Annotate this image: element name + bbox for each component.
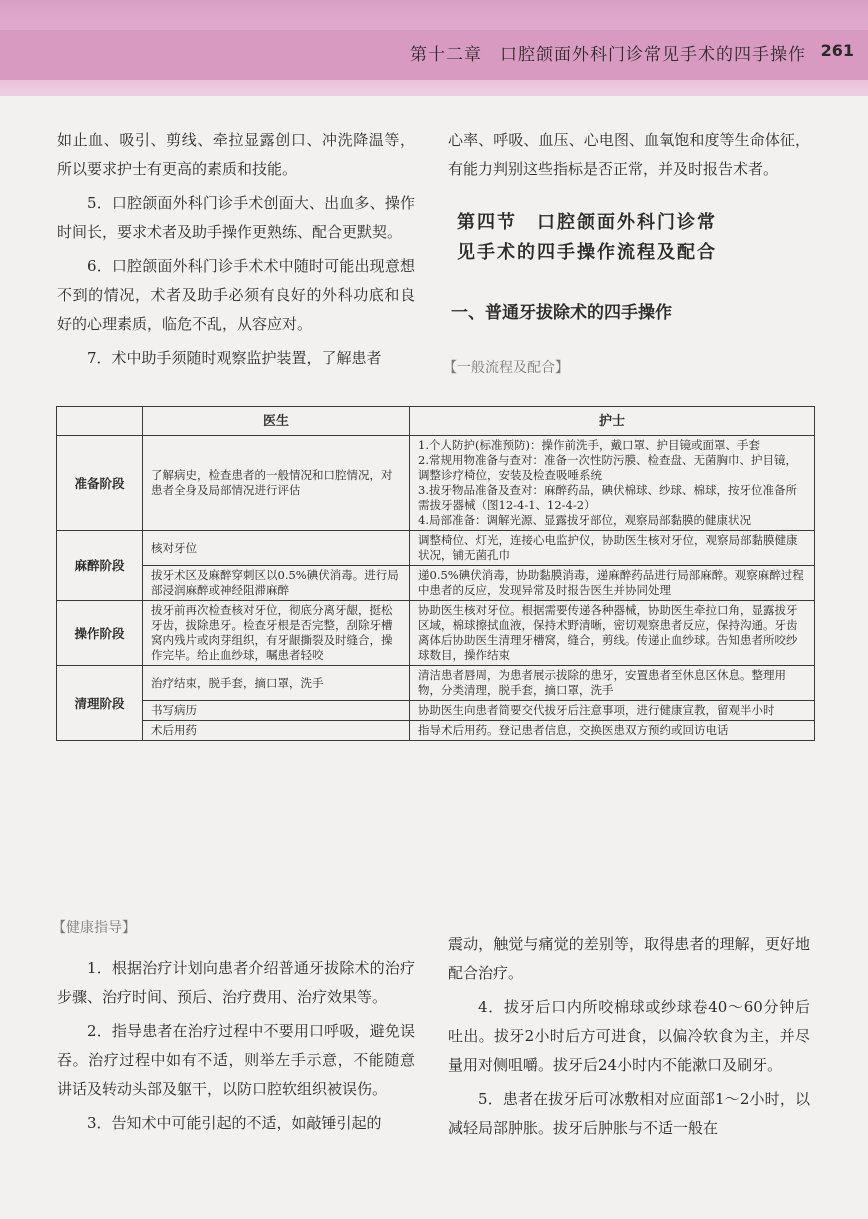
bottom-right-column (448, 930, 810, 1148)
paragraph: 2．指导患者在治疗过程中不要用口呼吸，避免误吞。治疗过程中如有不适，则举左手示意，不能随意讲话及转动头部及躯干，以防口腔软组织被误伤。 (57, 1022, 415, 1098)
paragraph: 6．口腔颌面外科门诊手术术中随时可能出现意想不到的情况，术者及助手必须有良好的外科功底和良好的心理素质，临危不乱，从容应对。 (57, 257, 415, 333)
table-row (57, 701, 815, 721)
doctor-cell: 核对牙位 (143, 531, 410, 566)
header-cell-nurse: 护士 (410, 407, 815, 436)
paragraph: 4．拔牙后口内所咬棉球或纱球卷40～60分钟后吐出。拔牙2小时后方可进食，以偏冷软食为主，并尽量用对侧咀嚼。拔牙后24小时内不能漱口及刷牙。 (448, 998, 810, 1074)
table-row (57, 601, 815, 666)
doctor-cell: 治疗结束，脱手套，摘口罩，洗手 (143, 666, 410, 701)
stage-cell: 准备阶段 (57, 436, 143, 531)
table-header-row (57, 407, 815, 436)
chapter-title: 第十二章 口腔颌面外科门诊常见手术的四手操作 (410, 45, 806, 65)
table-row (57, 666, 815, 701)
paragraph: 5．患者在拔牙后可冰敷相对应面部1～2小时，以减轻局部肿胀。拔牙后肿胀与不适一般在 (448, 1090, 810, 1137)
doctor-cell: 术后用药 (143, 721, 410, 741)
nurse-step: 4.局部准备：调解光源、显露拔牙部位，观察局部黏膜的健康状况 (418, 513, 751, 527)
nurse-step: 递0.5%碘伏消毒，协助黏膜消毒，递麻醉药品进行局部麻醉。观察麻醉过程中患者的反应，发现异常及时报告医生并协同处理 (418, 568, 804, 597)
paragraph: 3．告知术中可能引起的不适，如敲锤引起的 (87, 1114, 382, 1132)
bottom-left-column (57, 954, 415, 1143)
health-tag: 【健康指导】 (52, 920, 136, 936)
nurse-cell (410, 701, 815, 721)
doctor-cell: 了解病史，检查患者的一般情况和口腔情况，对患者全身及局部情况进行评估 (143, 436, 410, 531)
paragraph: 震动，触觉与痛觉的差别等，取得患者的理解，更好地配合治疗。 (448, 935, 810, 982)
doctor-cell: 拔牙术区及麻醉穿刺区以0.5%碘伏消毒。进行局部浸润麻醉或神经阻滞麻醉 (143, 566, 410, 601)
nurse-step: 调整椅位、灯光，连接心电监护仪，协助医生核对牙位，观察局部黏膜健康状况，铺无菌孔巾 (418, 533, 798, 562)
nurse-step: 清洁患者唇周，为患者展示拔除的患牙，安置患者至休息区休息。整理用物，分类清理，脱手套，摘口罩，洗手 (418, 668, 786, 697)
nurse-step: 协助医生向患者简要交代拔牙后注意事项，进行健康宣教，留观半小时 (418, 703, 775, 717)
nurse-cell (410, 436, 815, 531)
table-body (57, 436, 815, 741)
table-row (57, 721, 815, 741)
nurse-cell (410, 666, 815, 701)
table-row (57, 566, 815, 601)
stage-cell: 麻醉阶段 (57, 531, 143, 601)
procedure-table (56, 406, 815, 741)
table-row (57, 531, 815, 566)
nurse-cell (410, 566, 815, 601)
paragraph: 7．术中助手须随时观察监护装置，了解患者 (87, 349, 382, 367)
header-cell-doctor: 医生 (143, 407, 410, 436)
paragraph: 1．根据治疗计划向患者介绍普通牙拔除术的治疗步骤、治疗时间、预后、治疗费用、治疗效果等。 (57, 959, 415, 1006)
nurse-step: 2.常规用物准备与查对：准备一次性防污膜、检查盘、无菌胸巾、护目镜，调整诊疗椅位，安装及检查吸唾系统 (418, 453, 797, 482)
nurse-cell (410, 721, 815, 741)
top-left-column (57, 126, 415, 378)
header-cell-stage (57, 407, 143, 436)
nurse-step: 3.拔牙物品准备及查对：麻醉药品，碘伏棉球、纱球、棉球，按牙位准备所需拔牙器械（图12-4-1、12-4-2） (418, 483, 797, 512)
table-row (57, 436, 815, 531)
top-right-column (448, 126, 810, 189)
nurse-step: 1.个人防护(标准预防)：操作前洗手，戴口罩、护目镜或面罩、手套 (418, 438, 760, 452)
nurse-cell (410, 531, 815, 566)
doctor-cell: 拔牙前再次检查核对牙位，彻底分离牙龈，挺松牙齿，拔除患牙。检查牙根是否完整，刮除牙槽窝内残片或肉芽组织，有牙龈撕裂及时缝合，操作完毕。给止血纱球，嘱患者轻咬 (143, 601, 410, 666)
stage-cell: 清理阶段 (57, 666, 143, 741)
page-number: 261 (820, 41, 854, 60)
paragraph: 5．口腔颌面外科门诊手术创面大、出血多、操作时间长，要求术者及助手操作更熟练、配合更默契。 (57, 194, 415, 241)
section-heading (457, 208, 817, 268)
paragraph: 如止血、吸引、剪线、牵拉显露创口、冲洗降温等，所以要求护士有更高的素质和技能。 (57, 131, 415, 178)
stage-cell: 操作阶段 (57, 601, 143, 666)
section-heading-line1: 第四节 口腔颌面外科门诊常 (457, 212, 717, 233)
nurse-cell (410, 601, 815, 666)
paragraph: 心率、呼吸、血压、心电图、血氧饱和度等生命体征，有能力判别这些指标是否正常，并及时报告术者。 (448, 131, 810, 178)
section-heading-line2: 见手术的四手操作流程及配合 (457, 242, 717, 263)
nurse-step: 协助医生核对牙位。根据需要传递各种器械，协助医生牵拉口角，显露拔牙区域，棉球擦拭血液，保持术野清晰，密切观察患者反应，保持沟通。牙齿离体后协助医生清理牙槽窝，缝合，剪线。传递止血纱球。告知患者所咬纱球数目，操作结束 (418, 603, 798, 662)
flow-tag: 【一般流程及配合】 (443, 360, 569, 376)
doctor-cell: 书写病历 (143, 701, 410, 721)
nurse-step: 指导术后用药。登记患者信息，交换医患双方预约或回访电话 (418, 723, 729, 737)
subheading: 一、普通牙拔除术的四手操作 (451, 303, 672, 323)
